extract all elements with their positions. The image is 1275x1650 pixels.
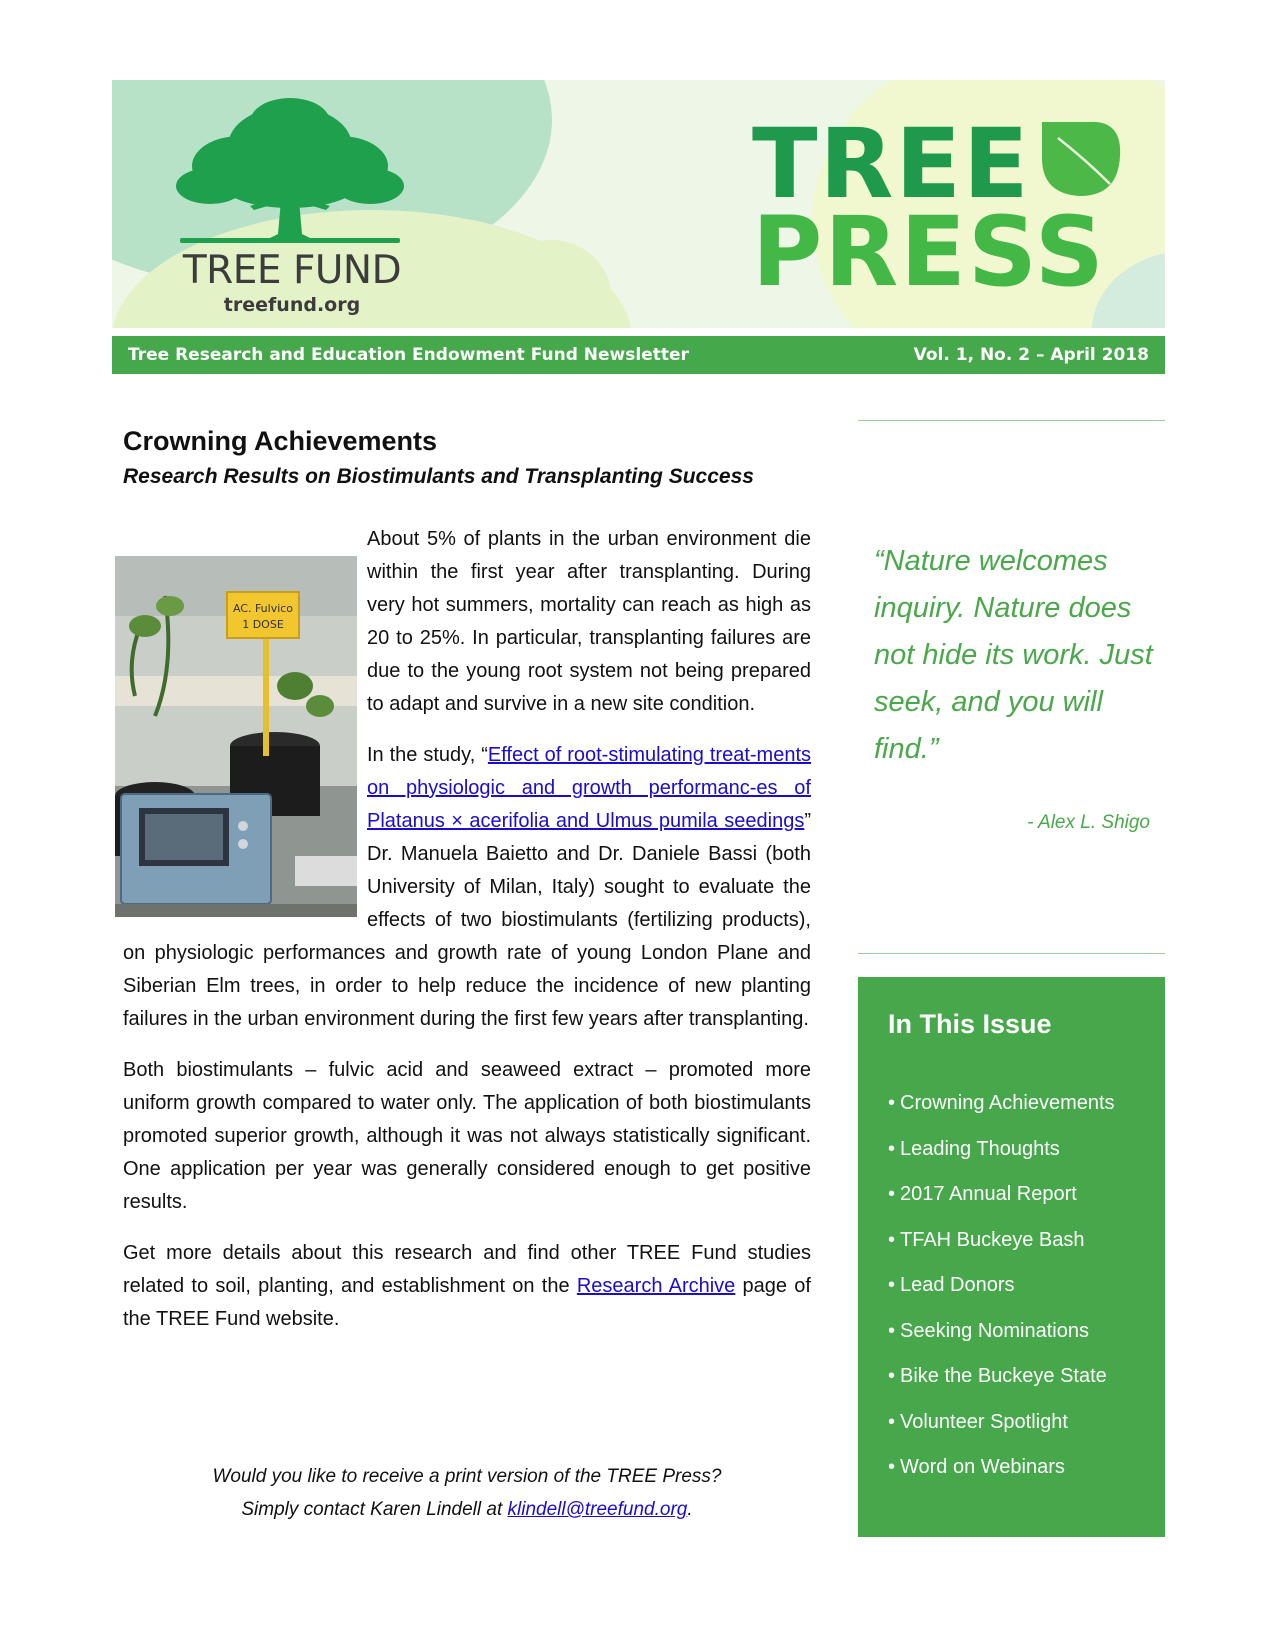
paragraph-3-text: Both biostimulants – fulvic acid and seaweed extract – promoted more uniform growth compared to water only. The application of both biostimulants promoted superior growth, although it was not always statistically significant. One application per year was generally considered enough to get positive results.	[123, 1059, 811, 1213]
print-note-period: .	[687, 1499, 693, 1520]
issue-item[interactable]: • 2017 Annual Report	[888, 1183, 1077, 1205]
org-name: TREE FUND	[182, 248, 402, 293]
in-this-issue-title: In This Issue	[888, 1009, 1052, 1039]
print-version-note	[123, 1460, 811, 1526]
issue-item[interactable]: • Seeking Nominations	[888, 1319, 1089, 1342]
in-this-issue-box	[858, 977, 1165, 1537]
issue-item[interactable]: • Crowning Achievements	[888, 1092, 1115, 1114]
study-title-link[interactable]: Effect of root-stimulating treat-ments on physiologic and growth performanc-es of Platanus × acerifolia and Ulmus pumila seedings	[367, 744, 812, 832]
issue-item[interactable]: • Volunteer Spotlight	[888, 1410, 1068, 1433]
issue-item-label: TFAH Buckeye Bash	[900, 1228, 1085, 1251]
org-url: treefund.org	[223, 294, 361, 316]
issue-item[interactable]: • Word on Webinars	[888, 1456, 1065, 1478]
issue-item[interactable]: • Bike the Buckeye State	[888, 1365, 1107, 1387]
issue-item-label: Bike the Buckeye State	[900, 1365, 1107, 1387]
issue-item[interactable]: • Leading Thoughts	[888, 1137, 1060, 1160]
article-paragraph	[123, 1237, 811, 1336]
issue-item[interactable]: • TFAH Buckeye Bash	[888, 1228, 1085, 1251]
issue-item-label: Seeking Nominations	[900, 1319, 1089, 1342]
masthead-banner	[112, 80, 1165, 328]
article-subtitle: Research Results on Biostimulants and Transplanting Success	[123, 465, 754, 488]
article-paragraph	[123, 1054, 811, 1219]
issue-item-label: Leading Thoughts	[900, 1137, 1060, 1160]
tree-logo-icon	[170, 94, 410, 244]
article-paragraph	[123, 523, 811, 721]
leaf-icon	[1036, 116, 1124, 200]
newsletter-info-bar	[112, 336, 1165, 374]
paragraph-2-text: ” Dr. Manuela Baietto and Dr. Daniele Bassi (both University of Milan, Italy) sought to evaluate the effects of two biostimulants (fertilizing products), on physiologic performances and growth rate of young London Plane and Siberian Elm trees, in order to help reduce the incidence of new planting failures in the urban environment during the first few years after transplanting.	[123, 810, 811, 1030]
article-body	[123, 523, 811, 1336]
issue-date: Vol. 1, No. 2 – April 2018	[913, 345, 1149, 365]
print-note-line2	[123, 1493, 811, 1526]
newsletter-title-line1: TREE	[752, 108, 1031, 220]
issue-contents-list	[888, 1081, 1115, 1491]
issue-item-label: Lead Donors	[900, 1274, 1015, 1296]
article-photo	[115, 556, 357, 917]
photo-label-line2: 1 DOSE	[242, 618, 284, 631]
paragraph-4-intro: Get more details about this research and find other TREE Fund studies related to soil, planting, and establishment on the	[123, 1242, 811, 1297]
article-title: Crowning Achievements	[123, 426, 438, 456]
sidebar-divider	[858, 420, 1165, 421]
paragraph-2-intro: In the study, “	[367, 744, 488, 766]
issue-item-label: 2017 Annual Report	[900, 1183, 1077, 1205]
photo-label-line1: AC. Fulvico	[232, 602, 294, 615]
issue-item[interactable]: • Lead Donors	[888, 1274, 1015, 1296]
newsletter-title-line2: PRESS	[752, 196, 1106, 309]
issue-item-label: Crowning Achievements	[900, 1092, 1115, 1114]
research-archive-link[interactable]: Research Archive	[576, 1275, 736, 1297]
issue-item-label: Word on Webinars	[900, 1456, 1065, 1478]
print-note-line1: Would you like to receive a print version of the TREE Press?	[212, 1466, 722, 1487]
pull-quote: “Nature welcomes inquiry. Nature does not hide its work. Just seek, and you will find.”	[874, 545, 1153, 765]
sidebar-divider	[858, 953, 1165, 954]
paragraph-1-text: About 5% of plants in the urban environment die within the first year after transplanting. During very hot summers, mortality can reach as high as 20 to 25%. In particular, transplanting failures are due to the young root system not being prepared to adapt and survive in a new site condition.	[367, 528, 811, 715]
quote-author: - Alex L. Shigo	[1027, 812, 1150, 833]
newsletter-description: Tree Research and Education Endowment Fund Newsletter	[128, 345, 689, 365]
seedling-photo-image	[115, 556, 357, 917]
paragraph-4-text: page of the TREE Fund website.	[123, 1275, 811, 1330]
print-note-text: Simply contact Karen Lindell at	[241, 1499, 508, 1520]
issue-item-label: Volunteer Spotlight	[900, 1410, 1068, 1433]
main-article	[123, 425, 811, 1354]
contact-email-link[interactable]: klindell@treefund.org	[507, 1499, 688, 1520]
